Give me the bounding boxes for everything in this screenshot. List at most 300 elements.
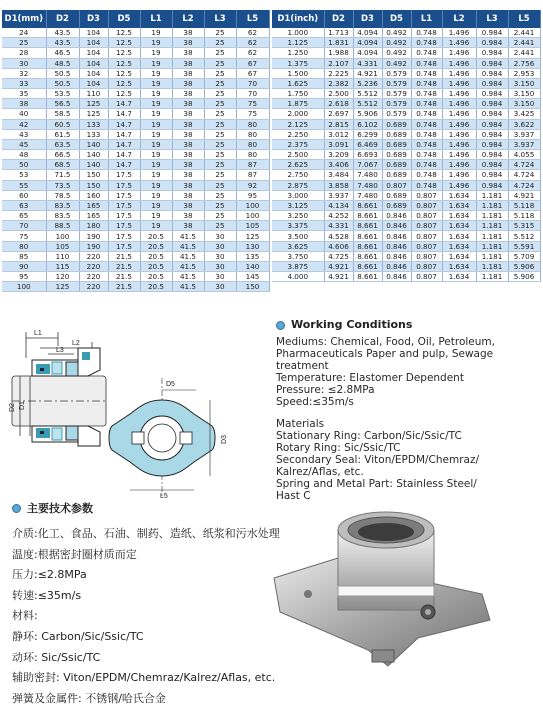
table-cell: 110 <box>46 251 79 261</box>
table-cell: 14.7 <box>108 150 140 160</box>
label-l1: L1 <box>34 330 42 337</box>
table-row <box>272 58 540 68</box>
table-cell: 19 <box>140 139 172 149</box>
column-header: L2 <box>442 10 476 28</box>
table-cell: 63.5 <box>46 139 79 149</box>
table-cell: 30 <box>2 58 46 68</box>
table-row <box>272 261 540 271</box>
table-cell: 3.937 <box>508 139 540 149</box>
table-row <box>272 28 540 38</box>
table-row <box>272 89 540 99</box>
table-cell: 145 <box>236 272 269 282</box>
table-cell: 6.102 <box>353 119 382 129</box>
table-cell: 5.709 <box>508 251 540 261</box>
table-cell: 20.5 <box>140 241 172 251</box>
dimension-table-mm <box>2 10 270 292</box>
table-cell: 2.000 <box>272 109 324 119</box>
table-cell: 1.831 <box>324 38 353 48</box>
table-cell: 220 <box>79 251 108 261</box>
table-cell: 19 <box>140 221 172 231</box>
table-cell: 4.331 <box>324 221 353 231</box>
table-cell: 5.512 <box>353 89 382 99</box>
table-cell: 8.661 <box>353 221 382 231</box>
table-cell: 3.484 <box>324 170 353 180</box>
table-cell: 0.984 <box>476 160 508 170</box>
table-cell: 125 <box>236 231 269 241</box>
table-cell: 5.236 <box>353 78 382 88</box>
table-cell: 25 <box>204 190 236 200</box>
table-cell: 80 <box>236 139 269 149</box>
table-cell: 0.984 <box>476 150 508 160</box>
table-cell: 38 <box>172 200 204 210</box>
table-row <box>272 99 540 109</box>
table-row <box>2 68 269 78</box>
table-cell: 2.618 <box>324 99 353 109</box>
table-cell: 7.480 <box>353 190 382 200</box>
table-cell: 8.661 <box>353 231 382 241</box>
table-row <box>2 160 269 170</box>
table-cell: 2.750 <box>272 170 324 180</box>
table-cell: 0.748 <box>411 38 442 48</box>
table-cell: 12.5 <box>108 48 140 58</box>
table-cell: 0.807 <box>382 180 411 190</box>
table-cell: 3.091 <box>324 139 353 149</box>
table-cell: 25 <box>204 150 236 160</box>
table-cell: 33 <box>2 78 46 88</box>
table-cell: 19 <box>140 58 172 68</box>
table-cell: 1.496 <box>442 109 476 119</box>
table-cell: 90 <box>2 261 46 271</box>
table-row <box>2 272 269 282</box>
table-cell: 1.496 <box>442 89 476 99</box>
table-cell: 0.846 <box>382 251 411 261</box>
table-cell: 19 <box>140 99 172 109</box>
table-cell: 80 <box>236 129 269 139</box>
table-cell: 105 <box>46 241 79 251</box>
table-cell: 0.748 <box>411 89 442 99</box>
table-cell: 0.579 <box>382 109 411 119</box>
table-cell: 1.634 <box>442 190 476 200</box>
table-cell: 8.661 <box>353 272 382 282</box>
table-cell: 1.496 <box>442 99 476 109</box>
table-cell: 5.591 <box>508 241 540 251</box>
table-cell: 55 <box>2 180 46 190</box>
table-cell: 19 <box>140 190 172 200</box>
table-cell: 2.441 <box>508 38 540 48</box>
table-cell: 70 <box>236 89 269 99</box>
table-cell: 2.500 <box>272 150 324 160</box>
table-cell: 1.000 <box>272 28 324 38</box>
table-cell: 21.5 <box>108 272 140 282</box>
table-cell: 2.375 <box>272 139 324 149</box>
table-row <box>272 190 540 200</box>
table-cell: 3.125 <box>272 200 324 210</box>
table-cell: 68.5 <box>46 160 79 170</box>
table-cell: 19 <box>140 129 172 139</box>
table-cell: 7.067 <box>353 160 382 170</box>
table-cell: 160 <box>79 190 108 200</box>
dimension-table-inch <box>272 10 541 282</box>
table-cell: 0.689 <box>382 190 411 200</box>
table-cell: 46.5 <box>46 48 79 58</box>
table-cell: 1.125 <box>272 38 324 48</box>
table-row <box>2 170 269 180</box>
table-cell: 4.921 <box>324 261 353 271</box>
table-cell: 0.984 <box>476 38 508 48</box>
table-row <box>272 241 540 251</box>
table-cell: 14.7 <box>108 119 140 129</box>
cn-param-line: 介质:化工、食品、石油、制药、造纸、纸浆和污水处理 <box>12 527 280 540</box>
table-cell: 25 <box>204 139 236 149</box>
table-row <box>2 261 269 271</box>
table-row <box>2 48 269 58</box>
table-cell: 25 <box>204 211 236 221</box>
table-cell: 104 <box>79 68 108 78</box>
table-cell: 130 <box>236 241 269 251</box>
table-cell: 0.689 <box>382 200 411 210</box>
table-cell: 67 <box>236 68 269 78</box>
table-cell: 25 <box>204 200 236 210</box>
table-cell: 1.634 <box>442 200 476 210</box>
table-cell: 1.625 <box>272 78 324 88</box>
table-cell: 1.496 <box>442 119 476 129</box>
table-cell: 1.496 <box>442 139 476 149</box>
table-cell: 38 <box>172 150 204 160</box>
table-cell: 12.5 <box>108 78 140 88</box>
table-row <box>2 200 269 210</box>
table-cell: 17.5 <box>108 221 140 231</box>
column-header: D5 <box>382 10 411 28</box>
table-cell: 4.724 <box>508 170 540 180</box>
table-cell: 100 <box>236 211 269 221</box>
table-cell: 3.750 <box>272 251 324 261</box>
table-cell: 1.496 <box>442 28 476 38</box>
table-cell: 133 <box>79 129 108 139</box>
table-cell: 60.5 <box>46 119 79 129</box>
table-cell: 48 <box>2 150 46 160</box>
table-cell: 17.5 <box>108 231 140 241</box>
table-cell: 19 <box>140 119 172 129</box>
table-cell: 12.5 <box>108 38 140 48</box>
table-cell: 2.625 <box>272 160 324 170</box>
table-cell: 3.625 <box>272 241 324 251</box>
table-cell: 1.634 <box>442 241 476 251</box>
table-row <box>2 129 269 139</box>
cn-param-line: 材料: <box>12 609 38 623</box>
table-cell: 60 <box>2 190 46 200</box>
table-cell: 20.5 <box>140 282 172 292</box>
table-cell: 0.492 <box>382 58 411 68</box>
table-cell: 1.250 <box>272 48 324 58</box>
table-cell: 0.984 <box>476 68 508 78</box>
table-cell: 30 <box>204 282 236 292</box>
rotary-ring-line: Rotary Ring: Sic/Ssic/TC <box>276 442 401 454</box>
table-cell: 2.756 <box>508 58 540 68</box>
table-cell: 165 <box>79 200 108 210</box>
table-cell: 5.512 <box>508 231 540 241</box>
column-header: D1(inch) <box>272 10 324 28</box>
table-cell: 19 <box>140 38 172 48</box>
table-cell: 42 <box>2 119 46 129</box>
table-cell: 75 <box>236 109 269 119</box>
table-row <box>2 89 269 99</box>
table-cell: 30 <box>204 251 236 261</box>
table-cell: 17.5 <box>108 211 140 221</box>
working-conditions-section <box>276 319 538 502</box>
table-cell: 0.748 <box>411 48 442 58</box>
table-cell: 5.512 <box>353 99 382 109</box>
table-cell: 1.181 <box>476 190 508 200</box>
table-cell: 70 <box>236 78 269 88</box>
table-cell: 25 <box>204 170 236 180</box>
table-cell: 25 <box>204 160 236 170</box>
table-cell: 140 <box>79 150 108 160</box>
table-cell: 150 <box>236 282 269 292</box>
table-cell: 62 <box>236 28 269 38</box>
table-cell: 4.725 <box>324 251 353 261</box>
table-cell: 3.250 <box>272 211 324 221</box>
table-row <box>2 221 269 231</box>
label-d5: D5 <box>166 381 175 388</box>
table-cell: 1.181 <box>476 231 508 241</box>
table-cell: 4.528 <box>324 231 353 241</box>
table-cell: 0.748 <box>411 129 442 139</box>
table-cell: 125 <box>46 282 79 292</box>
table-cell: 41.5 <box>172 231 204 241</box>
table-row <box>272 180 540 190</box>
table-cell: 66.5 <box>46 150 79 160</box>
table-cell: 14.7 <box>108 160 140 170</box>
table-cell: 0.984 <box>476 28 508 38</box>
table-cell: 190 <box>79 231 108 241</box>
table-cell: 1.496 <box>442 58 476 68</box>
table-cell: 5.315 <box>508 221 540 231</box>
table-cell: 0.984 <box>476 180 508 190</box>
table-cell: 35 <box>2 89 46 99</box>
table-row <box>272 68 540 78</box>
table-cell: 0.807 <box>411 211 442 221</box>
table-cell: 0.579 <box>382 78 411 88</box>
table-row <box>2 211 269 221</box>
table-cell: 38 <box>172 160 204 170</box>
table-cell: 1.496 <box>442 160 476 170</box>
table-cell: 4.921 <box>508 190 540 200</box>
table-cell: 1.713 <box>324 28 353 38</box>
table-cell: 8.661 <box>353 241 382 251</box>
table-cell: 43 <box>2 129 46 139</box>
bullet-icon <box>276 321 285 330</box>
table-cell: 0.748 <box>411 58 442 68</box>
table-cell: 0.492 <box>382 38 411 48</box>
table-row <box>2 139 269 149</box>
table-cell: 135 <box>236 251 269 261</box>
table-cell: 73.5 <box>46 180 79 190</box>
table-cell: 19 <box>140 211 172 221</box>
table-cell: 17.5 <box>108 190 140 200</box>
table-cell: 4.094 <box>353 48 382 58</box>
table-row <box>2 282 269 292</box>
table-cell: 38 <box>2 99 46 109</box>
table-cell: 3.858 <box>324 180 353 190</box>
table-cell: 25 <box>204 119 236 129</box>
table-cell: 2.875 <box>272 180 324 190</box>
column-header: L5 <box>236 10 269 28</box>
table-cell: 8.661 <box>353 261 382 271</box>
table-header-row <box>2 10 269 28</box>
table-cell: 48.5 <box>46 58 79 68</box>
table-cell: 1.634 <box>442 211 476 221</box>
table-cell: 1.181 <box>476 200 508 210</box>
column-header: D2 <box>46 10 79 28</box>
table-cell: 3.406 <box>324 160 353 170</box>
table-cell: 25 <box>2 38 46 48</box>
table-cell: 85 <box>2 251 46 261</box>
stationary-ring-line: Stationary Ring: Carbon/Sic/Ssic/TC <box>276 430 462 442</box>
table-cell: 104 <box>79 28 108 38</box>
table-cell: 4.921 <box>353 68 382 78</box>
table-cell: 38 <box>172 119 204 129</box>
table-cell: 150 <box>79 170 108 180</box>
table-cell: 1.988 <box>324 48 353 58</box>
table-cell: 88.5 <box>46 221 79 231</box>
spring-metal-line-1: Spring and Metal Part: Stainless Steel/ <box>276 478 477 490</box>
table-row <box>272 221 540 231</box>
table-row <box>2 150 269 160</box>
table-cell: 38 <box>172 38 204 48</box>
table-cell: 0.492 <box>382 48 411 58</box>
table-cell: 38 <box>172 28 204 38</box>
seal-product-photo <box>268 500 540 698</box>
table-cell: 62 <box>236 48 269 58</box>
table-cell: 3.622 <box>508 119 540 129</box>
table-cell: 24 <box>2 28 46 38</box>
table-cell: 87 <box>236 160 269 170</box>
table-cell: 75 <box>236 99 269 109</box>
table-cell: 0.807 <box>411 221 442 231</box>
table-cell: 4.094 <box>353 28 382 38</box>
table-cell: 4.606 <box>324 241 353 251</box>
table-cell: 120 <box>46 272 79 282</box>
table-cell: 0.748 <box>411 109 442 119</box>
table-cell: 0.807 <box>411 190 442 200</box>
table-cell: 19 <box>140 150 172 160</box>
table-cell: 2.815 <box>324 119 353 129</box>
table-row <box>2 190 269 200</box>
table-cell: 4.094 <box>353 38 382 48</box>
table-cell: 0.846 <box>382 231 411 241</box>
table-cell: 0.984 <box>476 58 508 68</box>
table-cell: 5.118 <box>508 211 540 221</box>
table-cell: 1.750 <box>272 89 324 99</box>
table-cell: 25 <box>204 28 236 38</box>
table-cell: 1.496 <box>442 68 476 78</box>
table-row <box>2 99 269 109</box>
table-cell: 4.724 <box>508 160 540 170</box>
column-header: L5 <box>508 10 540 28</box>
column-header: L1 <box>140 10 172 28</box>
table-cell: 220 <box>79 272 108 282</box>
table-cell: 19 <box>140 68 172 78</box>
table-cell: 150 <box>79 180 108 190</box>
table-row <box>272 251 540 261</box>
table-cell: 8.661 <box>353 200 382 210</box>
table-cell: 100 <box>236 200 269 210</box>
table-cell: 0.984 <box>476 48 508 58</box>
table-cell: 0.748 <box>411 139 442 149</box>
table-cell: 4.000 <box>272 272 324 282</box>
table-cell: 63 <box>2 200 46 210</box>
secondary-seal-line-1: Secondary Seal: Viton/EPDM/Chemraz/ <box>276 454 480 466</box>
table-cell: 12.5 <box>108 58 140 68</box>
table-cell: 0.846 <box>382 241 411 251</box>
table-cell: 95 <box>2 272 46 282</box>
table-cell: 125 <box>79 99 108 109</box>
column-header: L3 <box>204 10 236 28</box>
table-cell: 43.5 <box>46 38 79 48</box>
table-cell: 5.906 <box>508 261 540 271</box>
table-cell: 110 <box>79 89 108 99</box>
table-cell: 38 <box>172 170 204 180</box>
table-cell: 25 <box>204 129 236 139</box>
table-cell: 38 <box>172 68 204 78</box>
table-cell: 53.5 <box>46 89 79 99</box>
table-cell: 19 <box>140 160 172 170</box>
table-row <box>272 78 540 88</box>
cn-param-line: 辅助密封: Viton/EPDM/Chemraz/Kalrez/Aflas, etc. <box>12 671 276 685</box>
table-cell: 12.5 <box>108 68 140 78</box>
table-cell: 41.5 <box>172 272 204 282</box>
table-cell: 1.496 <box>442 78 476 88</box>
table-cell: 75 <box>2 231 46 241</box>
table-cell: 3.150 <box>508 89 540 99</box>
column-header: L2 <box>172 10 204 28</box>
table-cell: 104 <box>79 58 108 68</box>
cn-param-line: 弹簧及金属件: 不锈钢/哈氏合金 <box>12 691 166 705</box>
table-cell: 1.181 <box>476 272 508 282</box>
secondary-seal-line-2: Kalrez/Aflas, etc. <box>276 466 364 478</box>
table-row <box>272 200 540 210</box>
cn-param-line: 静环: Carbon/Sic/Ssic/TC <box>12 629 144 643</box>
table-row <box>272 160 540 170</box>
cn-param-line: 压力:≤2.8MPa <box>12 568 87 582</box>
table-cell: 38 <box>172 48 204 58</box>
table-header-row <box>272 10 540 28</box>
table-cell: 0.984 <box>476 129 508 139</box>
table-cell: 41.5 <box>172 251 204 261</box>
table-cell: 30 <box>204 272 236 282</box>
table-cell: 80 <box>2 241 46 251</box>
table-cell: 6.693 <box>353 150 382 160</box>
spring-metal-line-2: Hast C <box>276 490 311 502</box>
table-cell: 7.480 <box>353 180 382 190</box>
table-cell: 41.5 <box>172 282 204 292</box>
table-cell: 38 <box>172 58 204 68</box>
table-row <box>2 38 269 48</box>
table-cell: 1.634 <box>442 261 476 271</box>
table-cell: 1.634 <box>442 231 476 241</box>
table-cell: 30 <box>204 231 236 241</box>
table-cell: 0.807 <box>411 241 442 251</box>
table-cell: 4.724 <box>508 180 540 190</box>
table-cell: 38 <box>172 211 204 221</box>
table-cell: 0.846 <box>382 211 411 221</box>
table-cell: 12.5 <box>108 89 140 99</box>
table-cell: 45 <box>2 139 46 149</box>
table-cell: 0.807 <box>411 231 442 241</box>
table-cell: 20.5 <box>140 251 172 261</box>
media-line-1: Mediums: Chemical, Food, Oil, Petroleum, <box>276 336 495 348</box>
table-cell: 0.748 <box>411 28 442 38</box>
